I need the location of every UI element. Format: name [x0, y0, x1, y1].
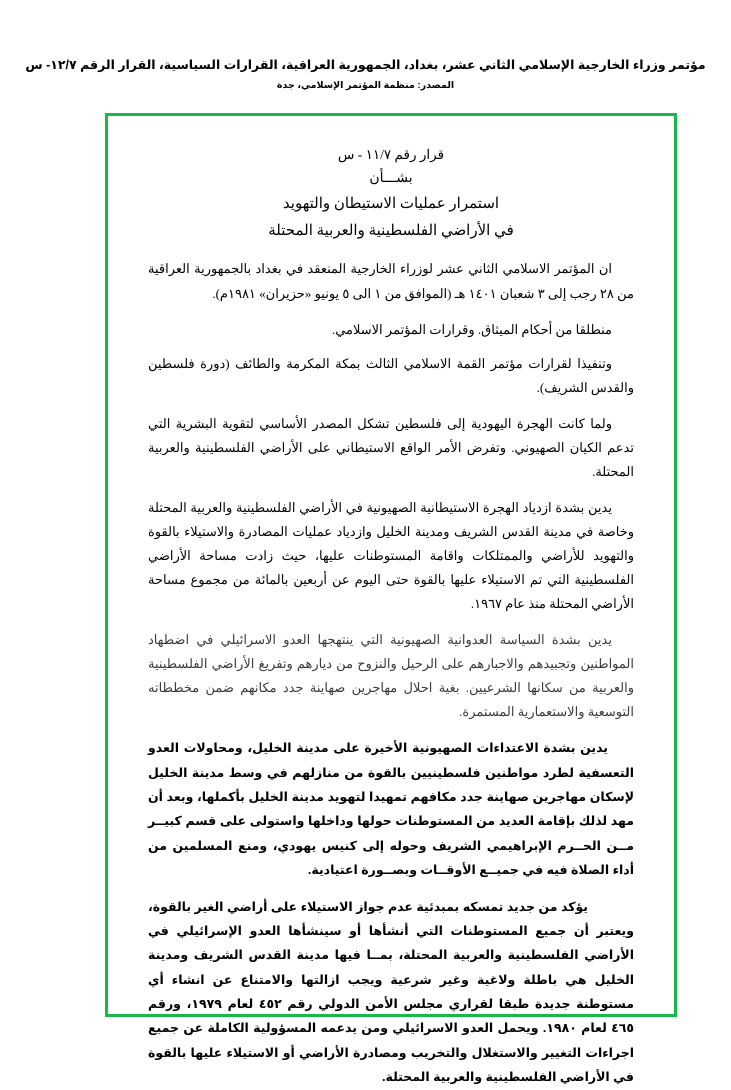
paragraph-migration: ولما كانت الهجرة اليهودية إلى فلسطين تشكل المصدر الأساسي لتقوية البشرية التي تدعم الكيان الصهيوني. وتفرض الأمر الواقع الاستيطاني على الأراضي الفلسطينية والعربية المحتلة.: [148, 415, 634, 479]
resolution-title-line2: في الأراضي الفلسطينية والعربية المحتلة: [268, 222, 514, 239]
paragraph-hebron-attacks: يدين بشدة الاعتداءات الصهيونية الأخيرة على مدينة الخليل، ومحاولات العدو التعسفية لطرد مواطنين فلسطينيين بالقوة من منازلهم في وسط مدينة الخليل لإسكان مهاجرين صهاينة جدد مكافهم تمهيدا لتهويد مدينة الخليل بأكملها، وبعد أن مهد لذلك بإقامة العديد من المستوطنات حولها وداخلها واستولى على قسم كبيــر مــن الحــرم الإبراهيمي الشريف وحوله إلى كنيس يهودي، ومنع المسلمين من أداء الصلاة فيه في جميــع الأوقــات وبصــورة اعتيادية.: [148, 741, 634, 878]
resolution-number: قرار رقم ١١/٧ - س: [337, 147, 445, 162]
paragraph-condemn-policy: يدين بشدة السياسة العدوانية الصهيونية التي ينتهجها العدو الاسرائيلي في اضطهاد المواطنين وتجبيدهم والاجبارهم على الرحيل والنزوح من ديارهم وتفريغ الأراضي الفلسطينية والعربية من سكانها الشرعيين. بغية احلال مهاجرين صهاينة جدد مكانهم ضمن مخططاته التوسعية والاستعمارية المستمرة.: [148, 632, 634, 720]
paragraph-preamble: ان المؤتمر الاسلامي الثاني عشر لوزراء الخارجية المنعقد في بغداد بالجمهورية العراقية من ٢٨ رجب إلى ٣ شعبان ١٤٠١ هـ (الموافق من ١ الى ٥ يونيو «حزيران» ١٩٨١م).: [148, 261, 634, 301]
paragraph-charter: منطلقا من أحكام الميثاق. وقرارات المؤتمر الاسلامي.: [331, 321, 612, 337]
header-title: مؤتمر وزراء الخارجية الإسلامي الثاني عشر، بغداد، الجمهورية العراقية، القرارات السياسية، القرار الرقم ١٢/٧- س: [25, 58, 706, 72]
resolution-frame: [105, 113, 677, 1085]
document-header: [0, 0, 731, 93]
paragraph-condemn-settlement: يدين بشدة ازدياد الهجرة الاستيطانية الصهيونية في الأراضي الفلسطينية والعربية المحتلة وخاصة في مدينة القدس الشريف ومدينة الخليل وازدياد عمليات المصادرة والاستيلاء بالقوة والتهويد للأراضي والممتلكات واقامة المستوطنات عليها، حيث زادت مساحة الأراضي الفلسطينية التي تم الاستيلاء عليها بالقوة حتى اليوم عن أربعين بالمائة من مجموع مساحة الأراضي المحتلة منذ عام ١٩٦٧.: [148, 499, 634, 612]
resolution-body: [108, 116, 674, 1085]
paragraph-summit: وتنفيذا لقرارات مؤتمر القمة الاسلامي الثالث بمكة المكرمة والطائف (دورة فلسطين والقدس الشريف).: [148, 355, 634, 395]
resolution-about-label: بشـــأن: [369, 170, 413, 186]
header-source: المصدر: منظمة المؤتمر الإسلامي، جدة: [276, 79, 455, 91]
paragraph-reaffirm: يؤكد من جديد تمسكه بمبدئية عدم جواز الاستيلاء على أراضي الغير بالقوة، ويعتبر أن جميع المستوطنات التي أنشأها أو سينشأها العدو الإسرائيلي في الأراضي الفلسطينية والعربية المحتلة، بمــا فيها مدينة القدس الشريف ومدينة الخليل هي باطلة ولاغية وغير شرعية ويجب ازالتها والامتناع عن انشاء أي مستوطنة جديدة طبقا لقراري مجلس الأمن الدولي رقم ٤٥٢ لعام ١٩٧٩، ورقم ٤٦٥ لعام ١٩٨٠. ويحمل العدو الاسرائيلي ومن يدعمه المسؤولية الكاملة عن جميع اجراءات التغيير والاستغلال والتخريب ومصادرة الأراضي أو الاستيلاء عليها بالقوة في الأراضي الفلسطينية والعربية المحتلة.: [148, 899, 634, 1085]
resolution-title-line1: استمرار عمليات الاستيطان والتهويد: [282, 195, 500, 212]
